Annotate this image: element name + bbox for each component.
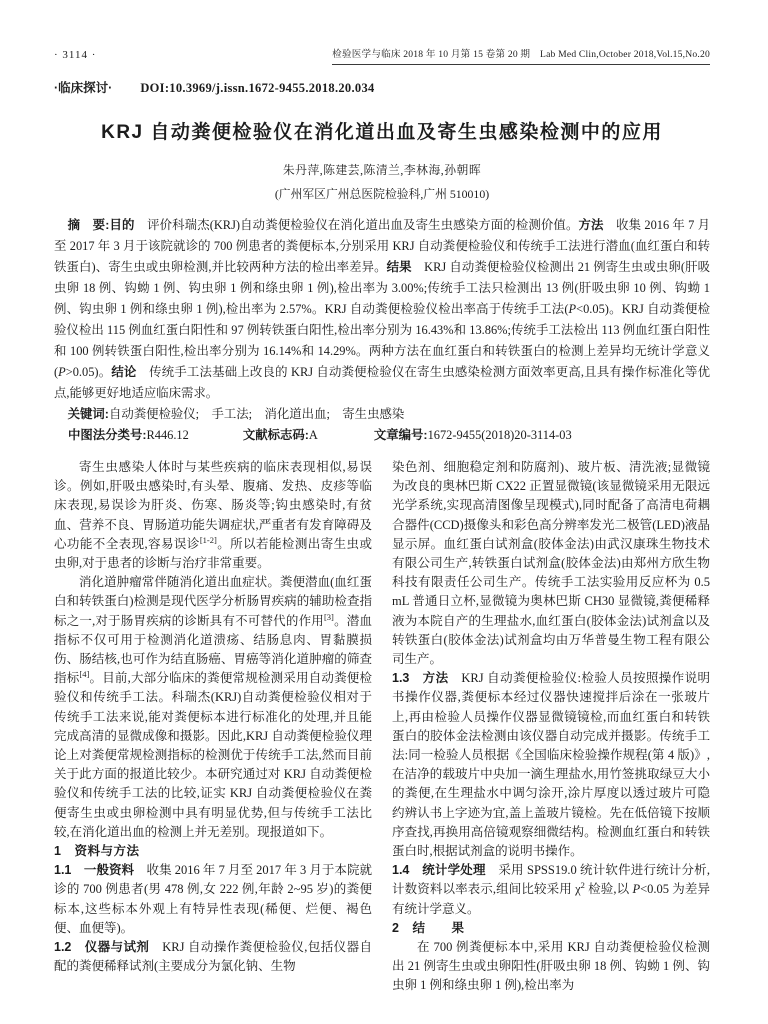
text-run: 评价科瑞杰(KRJ)自动粪便检验仪在消化道出血及寄生虫感染方面的检测价值。 [134, 218, 579, 232]
text-run: 。目前,大部分临床的粪便常规检测采用自动粪便检验仪和传统手工法。科瑞杰(KRJ)自动粪便检验仪相对于传统手工法来说,能对粪便标本进行标准化的处理,并且能完成高清的显微成像和摄影。因此,KRJ 自动粪便检验仪理论上对粪便常规检测指标的检测优于传统手工法,然而目前关于此方面的报道比较少。本研究通过对 KRJ 自动粪便检验仪和传统手工法的比较,证实 KRJ 自动粪便检验仪在粪便寄生虫或虫卵检测中具有明显优势,但与传统手工法比较,在消化道出血的检测上并无差别。现报道如下。 [54, 671, 372, 839]
left-column [54, 458, 372, 1024]
text-run: 1.1 一般资料 [54, 863, 135, 878]
body-columns [54, 458, 710, 1024]
clc-label: 中图法分类号: [68, 428, 147, 442]
journal-info: 检验医学与临床 2018 年 10 月第 15 卷第 20 期 Lab Med Clin,October 2018,Vol.15,No.20 [332, 46, 710, 65]
article-id-label: 文章编号: [373, 428, 428, 442]
text-run: 自动粪便检验仪; 手工法; 消化道出血; 寄生虫感染 [108, 407, 405, 421]
text-run: <0.05)。KRJ 自动粪便检验仪检出 115 例血红蛋白阳性和 97 例转铁蛋白阳性,检出率分别为 16.43%和 13.86%;传统手工法检出 113 例血红蛋白阳性和 100 例转铁蛋白阳性,检出率分别为 16.14%和 14.29%。两种方法在血红蛋白和转铁蛋白的检测上差异均无统计学意义( [54, 302, 710, 379]
text-run: 。所以若能检测出寄生虫或虫卵,对于患者的诊断与治疗非常重要。 [54, 536, 372, 571]
document-code [243, 425, 318, 446]
text-run: KRJ 自动操作粪便检验仪,包括仪器自配的粪便稀释试剂(主要成分为氯化钠、生物 [54, 940, 372, 974]
text-run: 在 700 例粪便标本中,采用 KRJ 自动粪便检验仪检测出 21 例寄生虫或虫卵阳性(肝吸虫卵 18 例、钩蚴 1 例、钩虫卵 1 例和绦虫卵 1 例),检出率为 [392, 940, 710, 993]
citation-ref: [1-2] [199, 534, 217, 545]
clc-number [68, 425, 189, 446]
text-run: 目的 [109, 218, 135, 232]
text-run: P [568, 302, 577, 316]
right-column [392, 458, 710, 1024]
text-run: 寄生虫感染人体时与某些疾病的临床表现相似,易误诊。例如,肝吸虫感染时,有头晕、腹痛、发热、皮疹等临床表现,易误诊为肝炎、伤寒、肠炎等;钩虫感染时,有贫血、营养不良、胃肠道功能失调症状,严重者有发育障碍及心功能不全表现,容易误诊 [54, 460, 372, 551]
text-run: KRJ 自动粪便检验仪检测出 21 例寄生虫或虫卵(肝吸虫卵 18 例、钩蚴 1 例、钩虫卵 1 例和绦虫卵 1 例),检出率为 3.00%;传统手工法只检测出 13 例(肝吸虫卵 10 例、钩蚴 1 例、钩虫卵 1 例和绦虫卵 1 例),检出率为 2.57%。KRJ 自动粪便检验仪检出率高于传统手工法( [54, 260, 710, 316]
intro-paragraph-2 [54, 573, 372, 842]
text-run: 采用 SPSS19.0 统计软件进行统计分析,计数资料以率表示,组间比较采用 [392, 863, 710, 897]
doc-code-label: 文献标志码: [242, 428, 309, 442]
header-row-2 [54, 78, 710, 96]
citation-ref: [3] [323, 611, 334, 622]
abstract [54, 215, 710, 404]
text-run: <0.05 为差异有统计学意义。 [392, 882, 710, 916]
section-1-4-paragraph [392, 861, 710, 919]
section-2-paragraph [392, 938, 710, 996]
text-run: 染色剂、细胞稳定剂和防腐剂)、玻片板、清洗液;显微镜为改良的奥林巴斯 CX22 正置显微镜(该显微镜采用无限远光学系统,实现高清图像呈现模式),同时配备了高清电荷耦合器件(CCD)摄像头和彩色高分辨率发光二极管(LED)液晶显示屏。血红蛋白试剂盒(胶体金法)由武汉康珠生物技术有限公司生产,转铁蛋白试剂盒(胶体金法)由郑州方欣生物科技有限责任公司生产。传统手工法实验用反应杯为 0.5 mL 普通日立杯,显微镜为奥林巴斯 CH30 显微镜,粪便稀释液为本院自产的生理盐水,血红蛋白(胶体金法)试剂盒以及转铁蛋白(胶体金法)试剂盒均由万华普曼生物工程有限公司生产。 [392, 460, 710, 667]
page-header [54, 46, 710, 65]
intro-paragraph-1 [54, 458, 372, 573]
text-run: 1.3 方法 [392, 671, 449, 686]
text-run: 结论 [111, 365, 137, 379]
text-run: >0.05)。 [65, 365, 112, 379]
section-1-heading: 1 资料与方法 [54, 844, 140, 859]
doc-code-value: A [308, 428, 318, 442]
article-id [374, 425, 572, 446]
section-2-heading: 2 结 果 [392, 920, 465, 935]
text-run: 方法 [578, 218, 604, 232]
text-run: 摘 要: [67, 218, 110, 232]
text-run: 检验,以 [584, 882, 633, 897]
section-label: ·临床探讨· [54, 81, 113, 95]
affiliation: (广州军区广州总医院检验科,广州 510010) [274, 187, 490, 201]
text-run: 1.2 仪器与试剂 [54, 940, 150, 955]
section-1-3-paragraph [392, 669, 710, 861]
section-1-2-paragraph [54, 938, 372, 976]
text-run: P [632, 882, 641, 897]
authors: 朱丹萍,陈建芸,陈清兰,李林海,孙朝晖 [282, 163, 482, 177]
doi: DOI:10.3969/j.issn.1672-9455.2018.20.034 [140, 81, 375, 95]
meta-line [54, 425, 710, 446]
article-id-value: 1672-9455(2018)20-3114-03 [427, 428, 572, 442]
page-title: KRJ 自动粪便检验仪在消化道出血及寄生虫感染检测中的应用 [101, 122, 663, 143]
text-run: P [58, 365, 66, 379]
keywords [54, 404, 710, 425]
text-run: 收集 2016 年 7 月至 2017 年 3 月于该院就诊的 700 例患者的粪便标本,分别采用 KRJ 自动粪便检验仪和传统手工法进行潜血(血红蛋白和转铁蛋白)、寄生虫或虫卵检测,并比较两种方法的检出率差异。 [54, 218, 710, 274]
text-run: 收集 2016 年 7 月至 2017 年 3 月于本院就诊的 700 例患者(男 478 例,女 222 例,年龄 2~95 岁)的粪便标本,这些标本外观上有特异性表现(稀便、烂便、褐色便、血便等)。 [54, 863, 372, 935]
page-number: · 3114 · [54, 49, 97, 61]
text-run: 传统手工法基础上改良的 KRJ 自动粪便检验仪在寄生虫感染检测方面效率更高,且具有操作标准化等优点,能够更好地适应临床需求。 [54, 365, 710, 400]
text-run: KRJ 自动粪便检验仪:检验人员按照操作说明书操作仪器,粪便标本经过仪器快速搅拌后涂在一张玻片上,再由检验人员操作仪器显微镜镜检,而血红蛋白和转铁蛋白的胶体金法检测由该仪器自动完成并摄影。传统手工法:同一检验人员根据《全国临床检验操作规程(第 4 版)》,在洁净的载玻片中央加一滴生理盐水,用竹签挑取绿豆大小的粪便,在生理盐水中调匀涂开,涂片厚度以透过玻片可隐约辨认书上字迹为宜,盖上盖玻片镜检。先在低倍镜下按顺序查找,再换用高倍镜观察细微结构。检测血红蛋白和转铁蛋白时,根据试剂盒的说明书操作。 [392, 671, 710, 859]
section-1-1-paragraph [54, 861, 372, 938]
citation-ref: 2 [580, 880, 585, 891]
text-run: χ [575, 882, 581, 897]
citation-ref: [4] [79, 669, 90, 680]
text-run: 关键词: [67, 407, 109, 421]
text-run: 。潜血指标不仅可用于检测消化道溃疡、结肠息肉、胃黏膜损伤、肠结核,也可作为结直肠癌、胃癌等消化道肿瘤的筛查指标 [54, 613, 372, 686]
text-run: 消化道肿瘤常伴随消化道出血症状。粪便潜血(血红蛋白和转铁蛋白)检测是现代医学分析肠胃疾病的辅助检查指标之一,对于肠胃疾病的诊断具有不可替代的作用 [54, 575, 372, 628]
clc-value: R446.12 [146, 428, 189, 442]
section-1-2-continuation [392, 458, 710, 669]
text-run: 1.4 统计学处理 [392, 863, 486, 878]
text-run: 结果 [386, 260, 412, 274]
